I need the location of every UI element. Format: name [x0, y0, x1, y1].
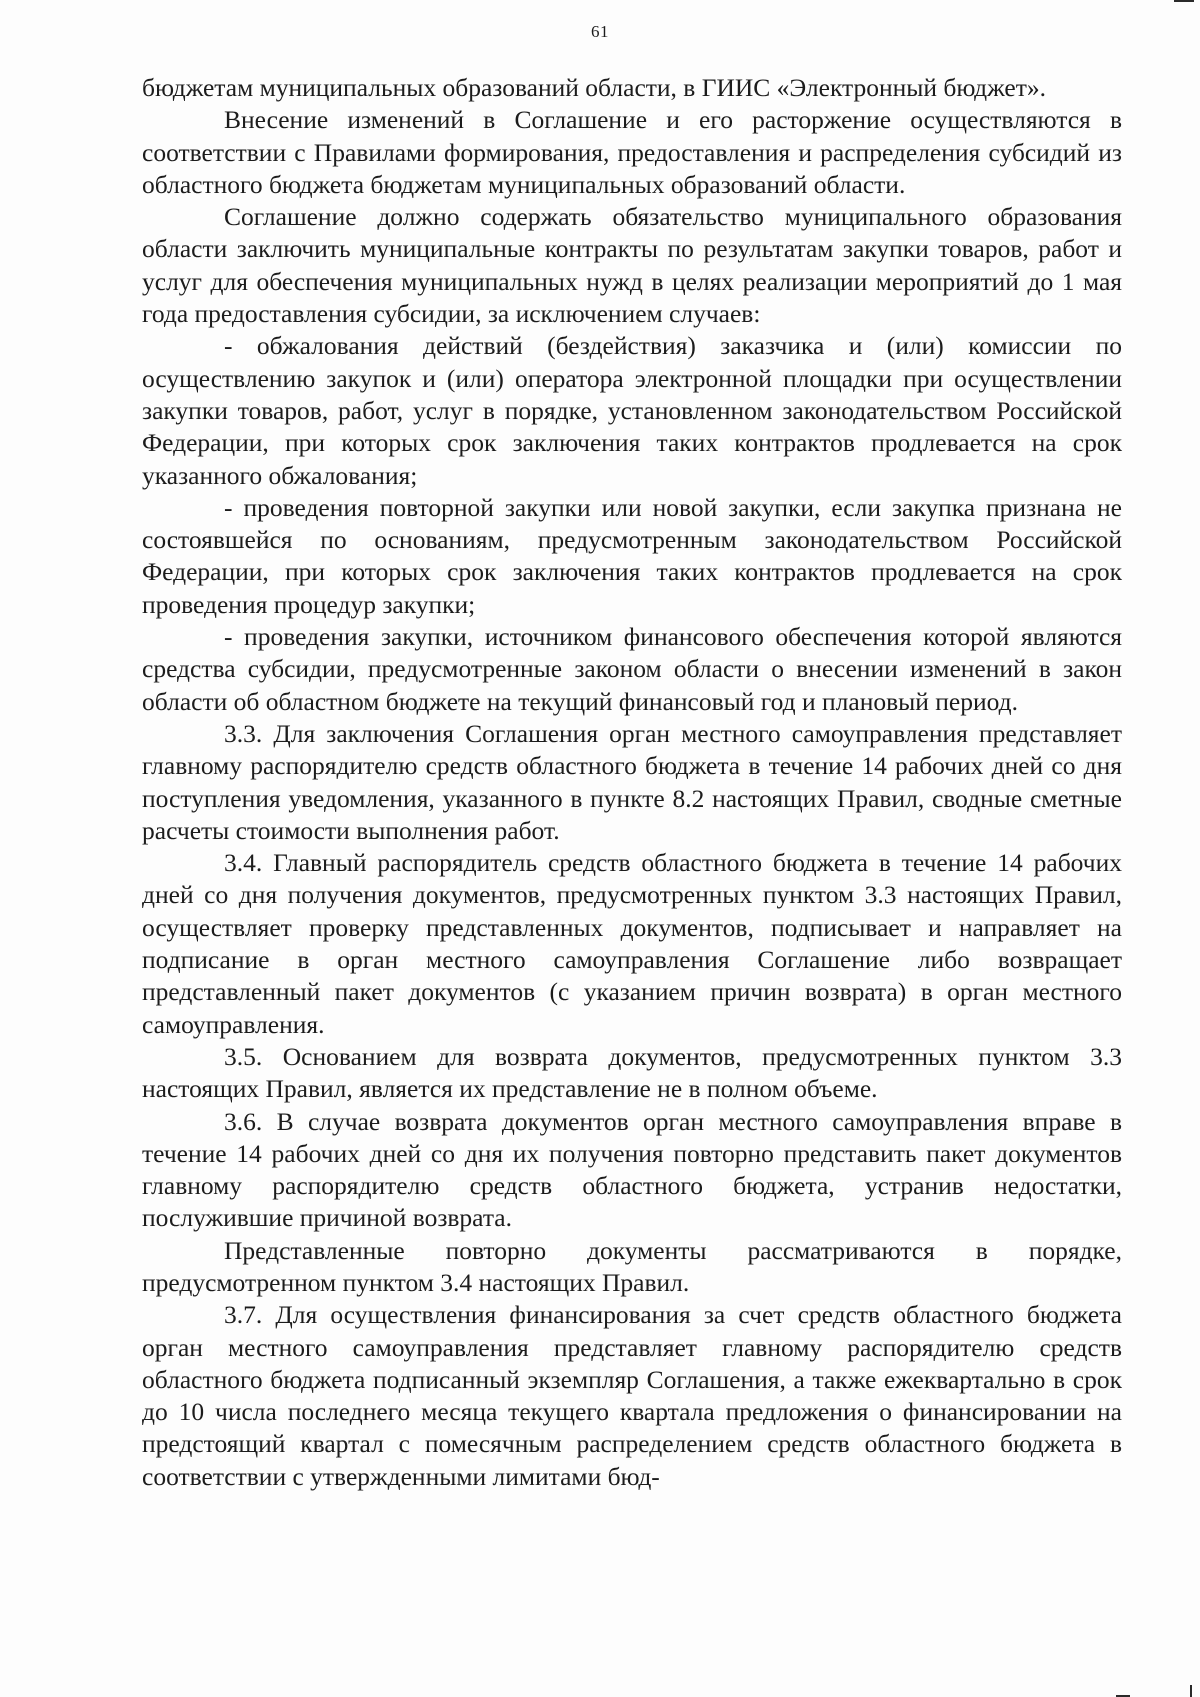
list-item-subsidy-procurement: - проведения закупки, источником финансового обеспечения которой являются средства субсидии, предусмотренные законом области о внесении изменений в закон области об областном бюджете на текущий финансовый год и плановый период. [142, 622, 1122, 716]
scan-edge-mark [1190, 1685, 1192, 1697]
clause-3-4: 3.4. Главный распорядитель средств областного бюджета в течение 14 рабочих дней со дня получения документов, предусмотренных пунктом 3.3 настоящих Правил, осуществляет проверку представленных документов, подписывает и направляет на подписание в орган местного самоуправления Соглашение либо возвращает представленный пакет документов (с указанием причин возврата) в орган местного самоуправления. [142, 848, 1122, 1039]
body-text [142, 72, 1122, 1493]
paragraph-resubmitted-documents: Представленные повторно документы рассматриваются в порядке, предусмотренном пунктом 3.4 настоящих Правил. [142, 1235, 1122, 1297]
clause-3-3: 3.3. Для заключения Соглашения орган местного самоуправления представляет главному распорядителю средств областного бюджета в течение 14 рабочих дней со дня поступления уведомления, указанного в пункте 8.2 настоящих Правил, сводные сметные расчеты стоимости выполнения работ. [142, 718, 1122, 845]
clause-3-6: 3.6. В случае возврата документов орган местного самоуправления вправе в течение 14 рабочих дней со дня их получения повторно представить пакет документов главному распорядителю средств областного бюджета, устранив недостатки, послужившие причиной возврата. [142, 1106, 1122, 1233]
page-number: 61 [591, 22, 609, 41]
paragraph-budget-continuation: бюджетам муниципальных образований области, в ГИИС «Электронный бюджет». [142, 73, 1046, 102]
clause-3-5: 3.5. Основанием для возврата документов, предусмотренных пунктом 3.3 настоящих Правил, является их представление не в полном объеме. [142, 1041, 1122, 1104]
paragraph-agreement-changes: Внесение изменений в Соглашение и его расторжение осуществляются в соответствии с Правилами формирования, предоставления и распределения субсидий из областного бюджета бюджетам муниципальных образований области. [142, 105, 1122, 199]
paragraph-agreement-obligation: Соглашение должно содержать обязательство муниципального образования области заключить муниципальные контракты по результатам закупки товаров, работ и услуг для обеспечения муниципальных нужд в целях реализации мероприятий до 1 мая года предоставления субсидии, за исключением случаев: [142, 202, 1122, 329]
list-item-appeal: - обжалования действий (бездействия) заказчика и (или) комиссии по осуществлению закупок и (или) оператора электронной площадки при осуществлении закупки товаров, работ, услуг в порядке, установленном законодательством Российской Федерации, при которых срок заключения таких контрактов продлевается на срок указанного обжалования; [142, 331, 1122, 490]
clause-3-7: 3.7. Для осуществления финансирования за счет средств областного бюджета орган местного самоуправления представляет главному распорядителю средств областного бюджета подписанный экземпляр Соглашения, а также ежеквартально в срок до 10 числа последнего месяца текущего квартала предложения о финансировании на предстоящий квартал с помесячным распределением средств областного бюджета в соответствии с утвержденными лимитами бюд- [142, 1300, 1122, 1491]
scan-edge-mark [1174, 0, 1194, 2]
list-item-repeat-procurement: - проведения повторной закупки или новой закупки, если закупка признана не состоявшейся по основаниям, предусмотренным законодательством Российской Федерации, при которых срок заключения таких контрактов продлевается на срок проведения процедур закупки; [142, 492, 1122, 619]
